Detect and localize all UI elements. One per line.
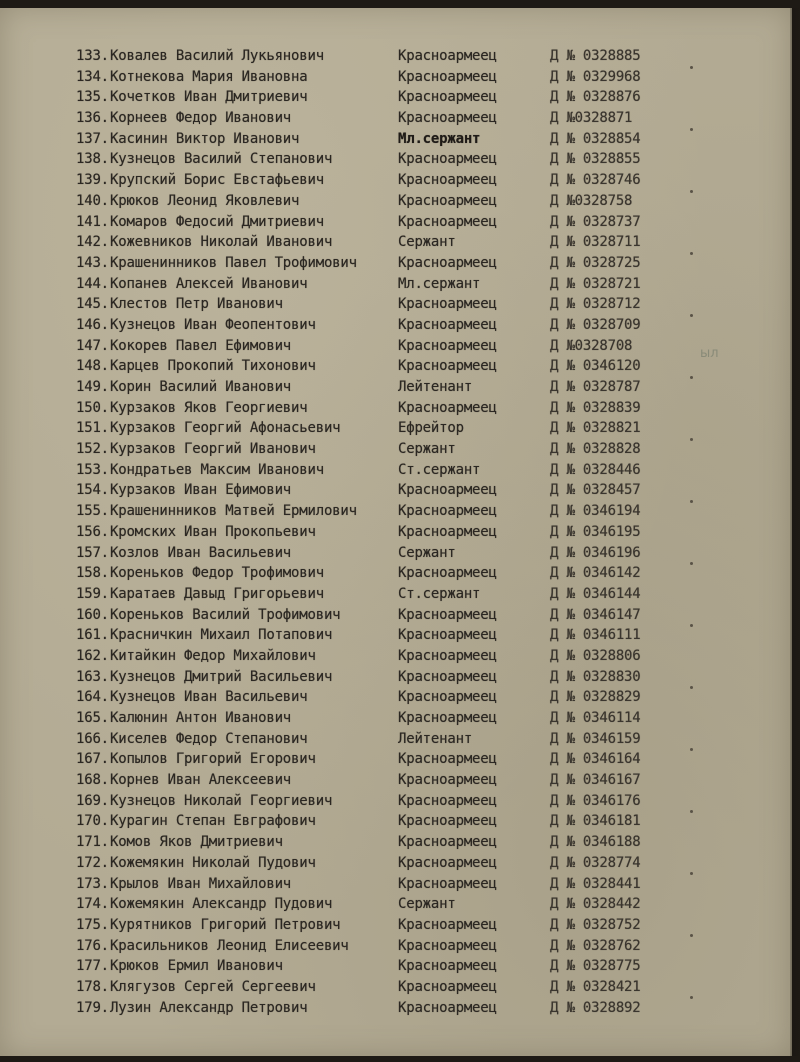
- person-name: Курзаков Иван Ефимович: [110, 482, 292, 499]
- list-row: [76, 129, 716, 150]
- document-number: Д № 0328830: [550, 668, 641, 685]
- document-number: Д № 0328746: [550, 172, 641, 189]
- military-rank: Ст.сержант: [398, 461, 481, 478]
- document-number: Д № 0328762: [550, 937, 641, 954]
- row-number: 168.: [76, 772, 109, 789]
- margin-punch-marks: [690, 56, 696, 1016]
- document-number: Д № 0346111: [550, 627, 641, 644]
- list-row: [76, 377, 716, 398]
- military-rank: Красноармеец: [398, 337, 497, 354]
- row-number: 135.: [76, 89, 109, 106]
- military-rank: Красноармеец: [398, 213, 497, 230]
- document-number: Д № 0328737: [550, 213, 641, 230]
- person-name: Курзаков Георгий Афонасьевич: [110, 420, 341, 437]
- person-name: Корин Василий Иванович: [110, 379, 292, 395]
- military-rank: Красноармеец: [398, 296, 497, 313]
- military-rank: Сержант: [398, 441, 456, 458]
- person-name: Кореньков Федор Трофимович: [110, 565, 324, 582]
- person-name: Китайкин Федор Михайлович: [110, 647, 316, 664]
- row-number: 139.: [76, 172, 109, 189]
- margin-dot: [690, 810, 693, 813]
- margin-dot: [690, 562, 693, 565]
- row-number: 164.: [76, 689, 109, 706]
- military-rank: Красноармеец: [398, 627, 497, 644]
- document-number: Д № 0346176: [550, 792, 641, 809]
- person-name: Кожемякин Николай Пудович: [110, 854, 316, 871]
- list-row: [76, 522, 716, 543]
- document-number: Д № 0328709: [550, 316, 641, 333]
- military-rank: Красноармеец: [398, 172, 497, 189]
- person-name: Копанев Алексей Иванович: [110, 275, 308, 292]
- military-rank: Красноармеец: [398, 254, 497, 271]
- person-name: Крылов Иван Михайлович: [110, 875, 292, 892]
- row-number: 140.: [76, 192, 109, 209]
- document-number: Д № 0328712: [550, 296, 641, 313]
- person-name: Касинин Виктор Иванович: [110, 130, 300, 147]
- person-name: Кокорев Павел Ефимович: [110, 337, 292, 354]
- list-row: [76, 770, 716, 791]
- person-name: Крашенинников Матвей Ермилович: [110, 503, 357, 520]
- military-rank: Красноармеец: [398, 399, 497, 416]
- list-row: [76, 584, 716, 605]
- document-number: Д № 0328787: [550, 379, 641, 395]
- list-row: [76, 894, 716, 915]
- list-row: [76, 977, 716, 998]
- list-row: [76, 501, 716, 522]
- list-row: [76, 667, 716, 688]
- military-rank: Красноармеец: [398, 523, 497, 540]
- margin-dot: [690, 252, 693, 255]
- person-name: Кромских Иван Прокопьевич: [110, 523, 316, 540]
- document-number: Д № 0328774: [550, 854, 641, 871]
- document-number: Д № 0328806: [550, 647, 641, 664]
- document-number: Д № 0346159: [550, 730, 641, 747]
- row-number: 154.: [76, 482, 109, 499]
- list-row: [76, 998, 716, 1019]
- person-name: Калюнин Антон Иванович: [110, 710, 292, 726]
- document-number: Д № 0346164: [550, 751, 641, 768]
- list-row: [76, 398, 716, 419]
- document-number: Д № 0346188: [550, 834, 641, 851]
- row-number: 156.: [76, 523, 109, 540]
- person-name: Курзаков Георгий Иванович: [110, 441, 316, 458]
- row-number: 163.: [76, 668, 109, 685]
- person-name: Курятников Григорий Петрович: [110, 916, 341, 933]
- military-rank: Красноармеец: [398, 710, 497, 726]
- person-name: Клягузов Сергей Сергеевич: [110, 978, 316, 995]
- list-row: [76, 811, 716, 832]
- margin-dot: [690, 66, 693, 69]
- military-rank: Красноармеец: [398, 482, 497, 499]
- list-row: [76, 832, 716, 853]
- row-number: 166.: [76, 730, 109, 747]
- row-number: 155.: [76, 503, 109, 520]
- military-rank: Красноармеец: [398, 68, 497, 85]
- military-rank: Красноармеец: [398, 875, 497, 892]
- military-rank: Красноармеец: [398, 151, 497, 168]
- military-rank: Лейтенант: [398, 730, 473, 747]
- list-row: [76, 956, 716, 977]
- military-rank: Красноармеец: [398, 834, 497, 851]
- military-rank: Красноармеец: [398, 110, 497, 127]
- row-number: 150.: [76, 399, 109, 416]
- document-number: Д № 0328828: [550, 441, 641, 458]
- document-number: Д № 0346195: [550, 523, 641, 540]
- scan-bottom-edge: [0, 1056, 800, 1062]
- list-row: [76, 356, 716, 377]
- military-rank: Мл.сержант: [398, 130, 481, 147]
- list-row: [76, 874, 716, 895]
- list-row: [76, 543, 716, 564]
- person-name: Лузин Александр Петрович: [110, 999, 308, 1016]
- military-rank: Красноармеец: [398, 689, 497, 706]
- list-row: [76, 274, 716, 295]
- list-row: [76, 253, 716, 274]
- row-number: 157.: [76, 544, 109, 561]
- military-rank: Красноармеец: [398, 772, 497, 789]
- list-row: [76, 315, 716, 336]
- margin-dot: [690, 190, 693, 193]
- military-rank: Красноармеец: [398, 565, 497, 582]
- row-number: 165.: [76, 710, 109, 726]
- person-name: Копылов Григорий Егорович: [110, 751, 316, 768]
- military-rank: Красноармеец: [398, 978, 497, 995]
- person-name: Каратаев Давыд Григорьевич: [110, 585, 324, 602]
- document-number: Д № 0346120: [550, 358, 641, 375]
- row-number: 146.: [76, 316, 109, 333]
- military-rank: Красноармеец: [398, 937, 497, 954]
- list-row: [76, 853, 716, 874]
- document-number: Д № 0328441: [550, 875, 641, 892]
- row-number: 153.: [76, 461, 109, 478]
- scan-top-edge: [0, 0, 800, 8]
- list-row: [76, 936, 716, 957]
- row-number: 167.: [76, 751, 109, 768]
- military-rank: Красноармеец: [398, 813, 497, 830]
- row-number: 152.: [76, 441, 109, 458]
- document-number: Д № 0328885: [550, 48, 641, 64]
- row-number: 138.: [76, 151, 109, 168]
- list-row: [76, 87, 716, 108]
- personnel-list: [76, 46, 716, 1018]
- person-name: Крюков Леонид Яковлевич: [110, 192, 300, 209]
- margin-dot: [690, 376, 693, 379]
- row-number: 158.: [76, 565, 109, 582]
- row-number: 149.: [76, 379, 109, 395]
- military-rank: Красноармеец: [398, 751, 497, 768]
- list-row: [76, 749, 716, 770]
- margin-dot: [690, 872, 693, 875]
- person-name: Комов Яков Дмитриевич: [110, 834, 283, 851]
- document-number: Д № 0328457: [550, 482, 641, 499]
- military-rank: Ефрейтор: [398, 420, 464, 437]
- document-number: Д № 0328829: [550, 689, 641, 706]
- document-number: Д № 0328446: [550, 461, 641, 478]
- list-row: [76, 212, 716, 233]
- list-row: [76, 149, 716, 170]
- military-rank: Красноармеец: [398, 854, 497, 871]
- military-rank: Красноармеец: [398, 358, 497, 375]
- document-number: Д № 0328876: [550, 89, 641, 106]
- document-number: Д № 0346147: [550, 606, 641, 623]
- margin-dot: [690, 934, 693, 937]
- list-row: [76, 336, 716, 357]
- list-row: [76, 708, 716, 729]
- document-number: Д № 0328855: [550, 151, 641, 168]
- person-name: Кузнецов Дмитрий Васильевич: [110, 668, 333, 685]
- document-number: Д № 0329968: [550, 68, 641, 85]
- person-name: Кузнецов Василий Степанович: [110, 151, 333, 168]
- person-name: Комаров Федосий Дмитриевич: [110, 213, 324, 230]
- person-name: Крюков Ермил Иванович: [110, 958, 283, 975]
- military-rank: Красноармеец: [398, 792, 497, 809]
- margin-pencil-note: ыл: [700, 346, 719, 361]
- margin-dot: [690, 624, 693, 627]
- row-number: 136.: [76, 110, 109, 127]
- document-number: Д № 0328752: [550, 916, 641, 933]
- military-rank: Красноармеец: [398, 89, 497, 106]
- row-number: 141.: [76, 213, 109, 230]
- row-number: 169.: [76, 792, 109, 809]
- military-rank: Сержант: [398, 896, 456, 913]
- military-rank: Красноармеец: [398, 958, 497, 975]
- list-row: [76, 294, 716, 315]
- row-number: 175.: [76, 916, 109, 933]
- row-number: 137.: [76, 130, 109, 147]
- list-row: [76, 480, 716, 501]
- document-number: Д № 0346196: [550, 544, 641, 561]
- document-number: Д № 0346144: [550, 585, 641, 602]
- list-row: [76, 605, 716, 626]
- row-number: 144.: [76, 275, 109, 292]
- military-rank: Красноармеец: [398, 668, 497, 685]
- military-rank: Красноармеец: [398, 503, 497, 520]
- scan-right-edge: [790, 0, 800, 1062]
- document-number: Д №0328758: [550, 192, 633, 209]
- military-rank: Красноармеец: [398, 192, 497, 209]
- person-name: Кузнецов Иван Васильевич: [110, 689, 308, 706]
- row-number: 143.: [76, 254, 109, 271]
- list-row: [76, 67, 716, 88]
- list-row: [76, 729, 716, 750]
- margin-dot: [690, 996, 693, 999]
- person-name: Красильников Леонид Елисеевич: [110, 937, 349, 954]
- row-number: 142.: [76, 234, 109, 251]
- military-rank: Красноармеец: [398, 316, 497, 333]
- military-rank: Мл.сержант: [398, 275, 481, 292]
- row-number: 134.: [76, 68, 109, 85]
- person-name: Киселев Федор Степанович: [110, 730, 308, 747]
- person-name: Крупский Борис Евстафьевич: [110, 172, 324, 189]
- person-name: Клестов Петр Иванович: [110, 296, 283, 313]
- person-name: Красничкин Михаил Потапович: [110, 627, 333, 644]
- document-number: Д № 0328892: [550, 999, 641, 1016]
- margin-dot: [690, 438, 693, 441]
- military-rank: Красноармеец: [398, 48, 497, 64]
- row-number: 172.: [76, 854, 109, 871]
- person-name: Карцев Прокопий Тихонович: [110, 358, 316, 375]
- list-row: [76, 191, 716, 212]
- person-name: Кузнецов Иван Феопентович: [110, 316, 316, 333]
- row-number: 176.: [76, 937, 109, 954]
- list-row: [76, 46, 716, 67]
- list-row: [76, 625, 716, 646]
- document-number: Д № 0346181: [550, 813, 641, 830]
- list-row: [76, 563, 716, 584]
- margin-dot: [690, 128, 693, 131]
- military-rank: Красноармеец: [398, 647, 497, 664]
- row-number: 151.: [76, 420, 109, 437]
- list-row: [76, 232, 716, 253]
- margin-dot: [690, 500, 693, 503]
- document-number: Д № 0346167: [550, 772, 641, 789]
- list-row: [76, 170, 716, 191]
- row-number: 159.: [76, 585, 109, 602]
- row-number: 179.: [76, 999, 109, 1016]
- person-name: Кондратьев Максим Иванович: [110, 461, 324, 478]
- document-page: [0, 6, 792, 1058]
- person-name: Корнеев Федор Иванович: [110, 110, 292, 127]
- document-number: Д № 0328711: [550, 234, 641, 251]
- row-number: 145.: [76, 296, 109, 313]
- person-name: Кожевников Николай Иванович: [110, 234, 333, 251]
- military-rank: Ст.сержант: [398, 585, 481, 602]
- row-number: 174.: [76, 896, 109, 913]
- row-number: 173.: [76, 875, 109, 892]
- document-number: Д №0328871: [550, 110, 633, 127]
- person-name: Корнев Иван Алексеевич: [110, 772, 292, 789]
- military-rank: Красноармеец: [398, 916, 497, 933]
- military-rank: Сержант: [398, 234, 456, 251]
- document-number: Д № 0346142: [550, 565, 641, 582]
- military-rank: Красноармеец: [398, 999, 497, 1016]
- list-row: [76, 418, 716, 439]
- document-number: Д № 0328421: [550, 978, 641, 995]
- person-name: Курзаков Яков Георгиевич: [110, 399, 308, 416]
- military-rank: Красноармеец: [398, 606, 497, 623]
- list-row: [76, 646, 716, 667]
- document-number: Д № 0328839: [550, 399, 641, 416]
- document-number: Д № 0328721: [550, 275, 641, 292]
- list-row: [76, 439, 716, 460]
- person-name: Кузнецов Николай Георгиевич: [110, 792, 333, 809]
- document-number: Д № 0346114: [550, 710, 641, 726]
- person-name: Кочетков Иван Дмитриевич: [110, 89, 308, 106]
- row-number: 160.: [76, 606, 109, 623]
- document-number: Д №0328708: [550, 337, 633, 354]
- document-number: Д № 0328775: [550, 958, 641, 975]
- military-rank: Лейтенант: [398, 379, 473, 395]
- document-number: Д № 0346194: [550, 503, 641, 520]
- row-number: 162.: [76, 647, 109, 664]
- row-number: 171.: [76, 834, 109, 851]
- document-number: Д № 0328725: [550, 254, 641, 271]
- list-row: [76, 108, 716, 129]
- list-row: [76, 460, 716, 481]
- row-number: 178.: [76, 978, 109, 995]
- list-row: [76, 687, 716, 708]
- person-name: Ковалев Василий Лукьянович: [110, 48, 324, 64]
- person-name: Курагин Степан Евграфович: [110, 813, 316, 830]
- row-number: 148.: [76, 358, 109, 375]
- margin-dot: [690, 748, 693, 751]
- row-number: 161.: [76, 627, 109, 644]
- row-number: 177.: [76, 958, 109, 975]
- list-row: [76, 915, 716, 936]
- row-number: 133.: [76, 48, 109, 64]
- document-number: Д № 0328442: [550, 896, 641, 913]
- document-number: Д № 0328821: [550, 420, 641, 437]
- row-number: 170.: [76, 813, 109, 830]
- person-name: Крашенинников Павел Трофимович: [110, 254, 357, 271]
- margin-dot: [690, 314, 693, 317]
- person-name: Котнекова Мария Ивановна: [110, 68, 308, 85]
- document-number: Д № 0328854: [550, 130, 641, 147]
- person-name: Кожемякин Александр Пудович: [110, 896, 333, 913]
- margin-dot: [690, 686, 693, 689]
- person-name: Кореньков Василий Трофимович: [110, 606, 341, 623]
- list-row: [76, 791, 716, 812]
- military-rank: Сержант: [398, 544, 456, 561]
- person-name: Козлов Иван Васильевич: [110, 544, 292, 561]
- row-number: 147.: [76, 337, 109, 354]
